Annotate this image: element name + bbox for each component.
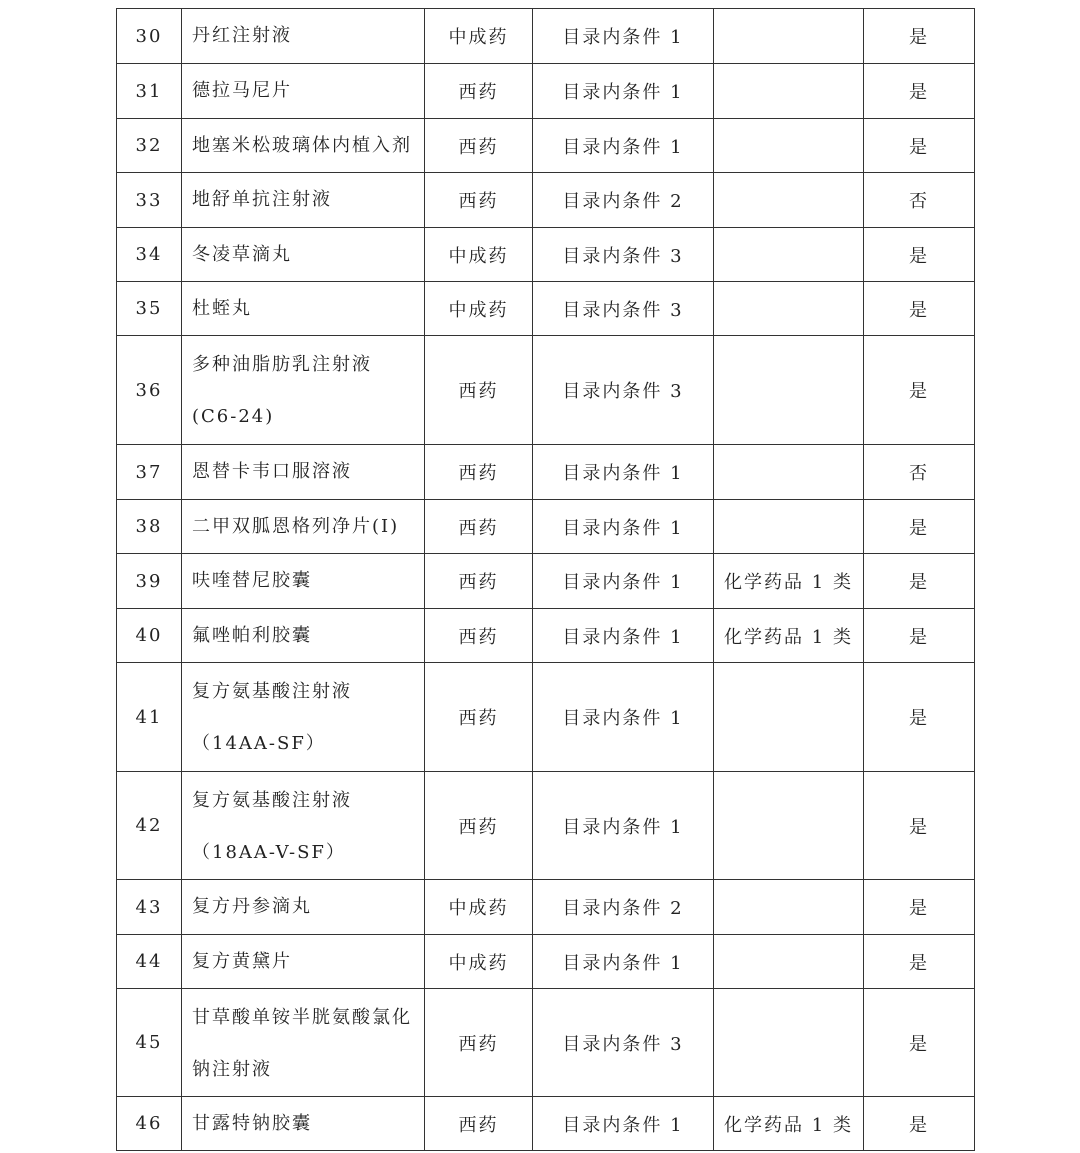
drug-name-line: 复方黄黛片 — [192, 950, 292, 972]
drug-name-cell — [182, 554, 425, 609]
drug-name-line: 甘露特钠胶囊 — [192, 1112, 312, 1134]
drug-name-line: 复方氨基酸注射液 — [192, 789, 352, 811]
drug-name-line: 多种油脂肪乳注射液 — [192, 354, 372, 375]
note-cell — [714, 228, 864, 282]
drug-type-cell: 西药 — [425, 500, 533, 554]
note-cell — [714, 336, 864, 445]
drug-type-cell: 西药 — [425, 554, 533, 609]
flag-cell: 是 — [864, 1097, 975, 1151]
drug-list-table — [116, 8, 975, 1151]
drug-name-cell — [182, 772, 425, 880]
flag-cell: 是 — [864, 64, 975, 119]
drug-name-line: 德拉马尼片 — [192, 80, 292, 101]
table-row — [117, 445, 975, 500]
table-row — [117, 880, 975, 935]
drug-name-line: （14AA-SF） — [192, 733, 326, 754]
drug-type-cell: 西药 — [425, 663, 533, 772]
drug-name-line: 地舒单抗注射液 — [192, 189, 332, 210]
drug-name-cell — [182, 119, 425, 173]
catalog-condition-cell: 目录内条件 1 — [533, 64, 714, 119]
table-row — [117, 9, 975, 64]
flag-cell: 是 — [864, 228, 975, 282]
row-number-cell: 43 — [117, 880, 182, 935]
drug-name-cell — [182, 880, 425, 935]
table-row — [117, 663, 975, 772]
row-number-cell: 32 — [117, 119, 182, 173]
drug-name-line: 杜蛭丸 — [192, 297, 252, 319]
table-row — [117, 173, 975, 228]
note-cell — [714, 445, 864, 500]
row-number-cell: 31 — [117, 64, 182, 119]
drug-name-cell — [182, 663, 425, 772]
drug-name-line: 甘草酸单铵半胱氨酸氯化 — [192, 1006, 412, 1028]
row-number-cell: 38 — [117, 500, 182, 554]
table-row — [117, 228, 975, 282]
note-cell — [714, 500, 864, 554]
catalog-condition-cell: 目录内条件 1 — [533, 9, 714, 64]
drug-type-cell: 西药 — [425, 1097, 533, 1151]
drug-name-cell — [182, 9, 425, 64]
drug-name-line: 恩替卡韦口服溶液 — [192, 461, 352, 482]
drug-type-cell: 西药 — [425, 336, 533, 445]
note-cell: 化学药品 1 类 — [714, 609, 864, 663]
drug-name-cell — [182, 1097, 425, 1151]
flag-cell: 是 — [864, 935, 975, 989]
catalog-condition-cell: 目录内条件 1 — [533, 554, 714, 609]
drug-name-cell — [182, 282, 425, 336]
drug-name-line: 二甲双胍恩格列净片(Ⅰ) — [192, 515, 400, 537]
catalog-condition-cell: 目录内条件 3 — [533, 228, 714, 282]
drug-name-line: 复方氨基酸注射液 — [192, 681, 352, 702]
drug-name-cell — [182, 500, 425, 554]
note-cell — [714, 64, 864, 119]
drug-type-cell: 西药 — [425, 173, 533, 228]
table-row — [117, 119, 975, 173]
catalog-condition-cell: 目录内条件 1 — [533, 663, 714, 772]
drug-name-cell — [182, 609, 425, 663]
row-number-cell: 30 — [117, 9, 182, 64]
drug-name-cell — [182, 64, 425, 119]
flag-cell: 是 — [864, 500, 975, 554]
note-cell — [714, 663, 864, 772]
drug-type-cell: 中成药 — [425, 880, 533, 935]
drug-name-cell — [182, 336, 425, 445]
drug-name-line: 钠注射液 — [192, 1058, 272, 1080]
drug-name-line: (C6-24) — [192, 406, 275, 427]
table-row — [117, 935, 975, 989]
row-number-cell: 39 — [117, 554, 182, 609]
catalog-condition-cell: 目录内条件 1 — [533, 772, 714, 880]
row-number-cell: 33 — [117, 173, 182, 228]
table-row — [117, 64, 975, 119]
note-cell — [714, 989, 864, 1097]
drug-type-cell: 西药 — [425, 64, 533, 119]
flag-cell: 是 — [864, 880, 975, 935]
drug-type-cell: 西药 — [425, 609, 533, 663]
table-row — [117, 609, 975, 663]
catalog-condition-cell: 目录内条件 2 — [533, 880, 714, 935]
row-number-cell: 42 — [117, 772, 182, 880]
catalog-condition-cell: 目录内条件 1 — [533, 609, 714, 663]
note-cell — [714, 9, 864, 64]
drug-type-cell: 中成药 — [425, 935, 533, 989]
row-number-cell: 45 — [117, 989, 182, 1097]
drug-name-line: 地塞米松玻璃体内植入剂 — [192, 134, 412, 156]
catalog-condition-cell: 目录内条件 1 — [533, 1097, 714, 1151]
flag-cell: 是 — [864, 989, 975, 1097]
table-row — [117, 554, 975, 609]
row-number-cell: 44 — [117, 935, 182, 989]
drug-type-cell: 西药 — [425, 119, 533, 173]
drug-name-cell — [182, 445, 425, 500]
note-cell — [714, 880, 864, 935]
row-number-cell: 35 — [117, 282, 182, 336]
table-row — [117, 336, 975, 445]
catalog-condition-cell: 目录内条件 1 — [533, 935, 714, 989]
flag-cell: 否 — [864, 445, 975, 500]
flag-cell: 是 — [864, 336, 975, 445]
drug-type-cell: 西药 — [425, 445, 533, 500]
note-cell — [714, 119, 864, 173]
drug-type-cell: 中成药 — [425, 9, 533, 64]
flag-cell: 是 — [864, 9, 975, 64]
drug-name-line: （18AA-V-SF） — [192, 841, 346, 863]
drug-type-cell: 西药 — [425, 772, 533, 880]
note-cell — [714, 282, 864, 336]
flag-cell: 是 — [864, 119, 975, 173]
drug-type-cell: 中成药 — [425, 228, 533, 282]
flag-cell: 是 — [864, 609, 975, 663]
catalog-condition-cell: 目录内条件 1 — [533, 445, 714, 500]
row-number-cell: 41 — [117, 663, 182, 772]
row-number-cell: 34 — [117, 228, 182, 282]
drug-name-cell — [182, 228, 425, 282]
table-row — [117, 500, 975, 554]
drug-name-line: 丹红注射液 — [192, 25, 292, 46]
catalog-condition-cell: 目录内条件 1 — [533, 500, 714, 554]
catalog-condition-cell: 目录内条件 3 — [533, 336, 714, 445]
catalog-condition-cell: 目录内条件 1 — [533, 119, 714, 173]
drug-name-cell — [182, 935, 425, 989]
table-row — [117, 282, 975, 336]
drug-name-line: 呋喹替尼胶囊 — [192, 570, 312, 591]
row-number-cell: 46 — [117, 1097, 182, 1151]
note-cell — [714, 935, 864, 989]
table-row — [117, 1097, 975, 1151]
drug-name-line: 复方丹参滴丸 — [192, 896, 312, 917]
flag-cell: 是 — [864, 663, 975, 772]
flag-cell: 是 — [864, 554, 975, 609]
row-number-cell: 40 — [117, 609, 182, 663]
drug-type-cell: 西药 — [425, 989, 533, 1097]
note-cell: 化学药品 1 类 — [714, 1097, 864, 1151]
flag-cell: 否 — [864, 173, 975, 228]
catalog-condition-cell: 目录内条件 2 — [533, 173, 714, 228]
drug-name-line: 氟唑帕利胶囊 — [192, 624, 312, 646]
note-cell — [714, 772, 864, 880]
catalog-condition-cell: 目录内条件 3 — [533, 989, 714, 1097]
drug-type-cell: 中成药 — [425, 282, 533, 336]
catalog-condition-cell: 目录内条件 3 — [533, 282, 714, 336]
drug-name-cell — [182, 989, 425, 1097]
flag-cell: 是 — [864, 772, 975, 880]
note-cell: 化学药品 1 类 — [714, 554, 864, 609]
row-number-cell: 37 — [117, 445, 182, 500]
row-number-cell: 36 — [117, 336, 182, 445]
note-cell — [714, 173, 864, 228]
table-row — [117, 772, 975, 880]
table-row — [117, 989, 975, 1097]
drug-name-line: 冬凌草滴丸 — [192, 243, 292, 265]
flag-cell: 是 — [864, 282, 975, 336]
drug-name-cell — [182, 173, 425, 228]
